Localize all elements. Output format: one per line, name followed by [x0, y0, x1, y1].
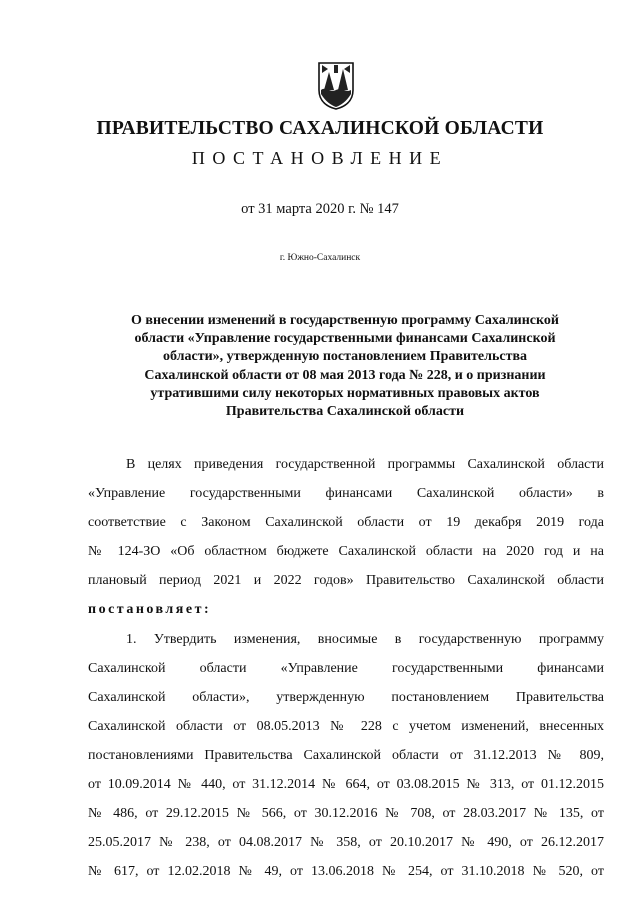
document-city: г. Южно-Сахалинск [279, 253, 361, 263]
item1-line: 1. Утвердить изменения, вносимые в государственную программу [126, 631, 604, 647]
subject-line: Правительства Сахалинской области [225, 404, 465, 420]
preamble-line: соответствие с Законом Сахалинской области от 19 декабря 2019 года [88, 515, 604, 531]
resolves-word: постановляет: [88, 602, 212, 618]
coat-of-arms-icon [316, 60, 356, 110]
subject-line: области «Управление государственными финансами Сахалинской [134, 331, 556, 347]
preamble-line: «Управление государственными финансами Сахалинской области» в [88, 486, 604, 502]
item1-line: постановлениями Правительства Сахалинской области от 31.12.2013 № 809, [88, 747, 604, 763]
subject-line: утратившими силу некоторых нормативных правовых актов [150, 385, 540, 401]
item1-line: Сахалинской области от 08.05.2013 № 228 с учетом изменений, внесенных [88, 718, 604, 734]
subject-line: области», утвержденную постановлением Правительства [162, 349, 528, 365]
preamble-line: плановый период 2021 и 2022 годов» Правительство Сахалинской области [88, 573, 604, 589]
document-date-number: от 31 марта 2020 г. № 147 [241, 201, 399, 217]
document-subject [90, 312, 600, 421]
item1-line: Сахалинской области», утвержденную постановлением Правительства [88, 689, 604, 705]
item1-line: от 10.09.2014 № 440, от 31.12.2014 № 664, от 03.08.2015 № 313, от 01.12.2015 [88, 777, 604, 793]
preamble-line: № 124-ЗО «Об областном бюджете Сахалинской области на 2020 год и на [88, 544, 604, 560]
government-title: ПРАВИТЕЛЬСТВО САХАЛИНСКОЙ ОБЛАСТИ [96, 118, 544, 139]
item1-line: Сахалинской области «Управление государственными финансами [88, 660, 604, 676]
subject-line: Сахалинской области от 08 мая 2013 года № 228, и о признании [144, 367, 546, 383]
item1-line: 25.05.2017 № 238, от 04.08.2017 № 358, от 20.10.2017 № 490, от 26.12.2017 [88, 835, 604, 851]
item1-line: № 486, от 29.12.2015 № 566, от 30.12.2016 № 708, от 28.03.2017 № 135, от [88, 806, 604, 822]
document-body [88, 450, 604, 886]
subject-line: О внесении изменений в государственную программу Сахалинской [131, 313, 559, 328]
document-type: ПОСТАНОВЛЕНИЕ [191, 148, 449, 168]
preamble-line: В целях приведения государственной программы Сахалинской области [126, 457, 604, 472]
item1-line: № 617, от 12.02.2018 № 49, от 13.06.2018 № 254, от 31.10.2018 № 520, от [88, 864, 604, 880]
